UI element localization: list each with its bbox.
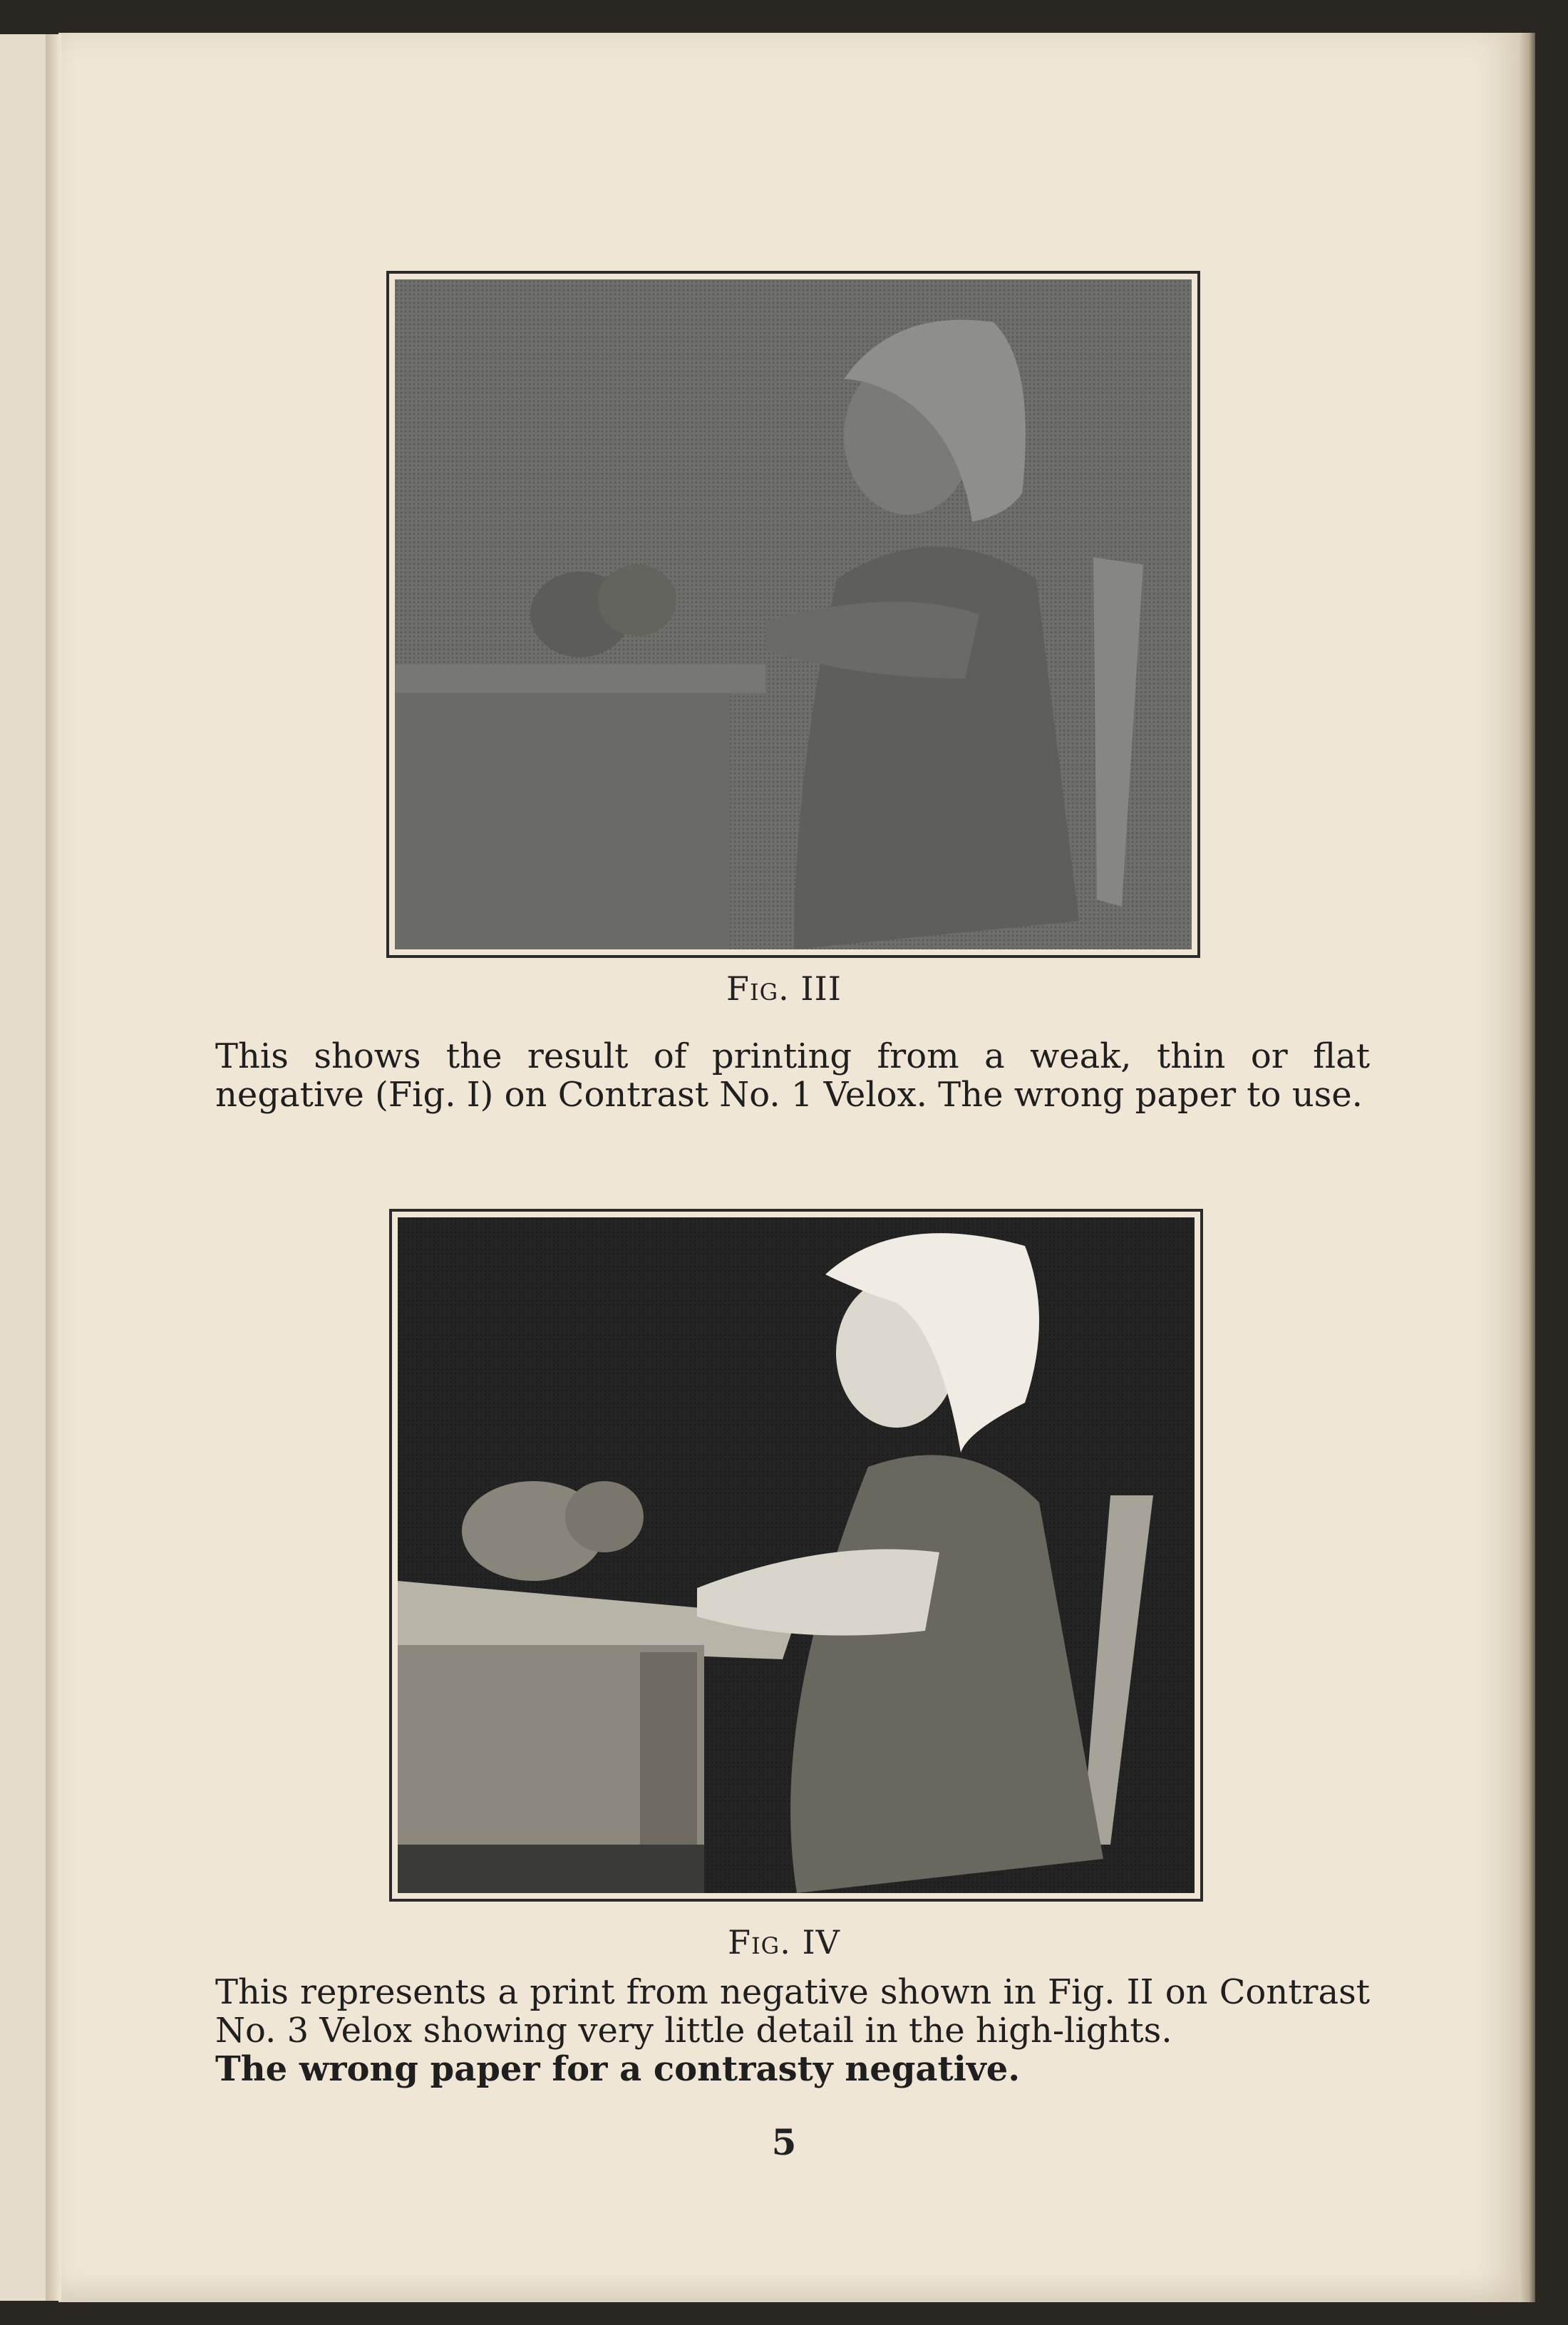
figure-3-label: Fig. III bbox=[726, 969, 842, 1008]
figure-4-photo bbox=[389, 1209, 1203, 1902]
figure-4-caption-line1: This represents a print from negative shown in Fig. II on Contrast No. 3 Velox showing very little detail in the high-lights. bbox=[215, 1972, 1370, 2051]
photo-girl-with-kitten-flat-icon bbox=[395, 279, 1192, 949]
figure-3-caption: This shows the result of printing from a weak, thin or flat negative (Fig. I) on Contrast No. 1 Velox. The wrong paper to use. bbox=[215, 1036, 1370, 1115]
figure-4-label: Fig. IV bbox=[728, 1923, 840, 1961]
page-edge-shadow bbox=[1520, 33, 1535, 2302]
figure-4-caption-line2: The wrong paper for a contrasty negative. bbox=[215, 2049, 1021, 2089]
figure-3-photo bbox=[386, 271, 1200, 958]
photo-girl-with-kitten-contrasty-icon bbox=[398, 1217, 1195, 1893]
page-number: 5 bbox=[771, 2121, 797, 2163]
